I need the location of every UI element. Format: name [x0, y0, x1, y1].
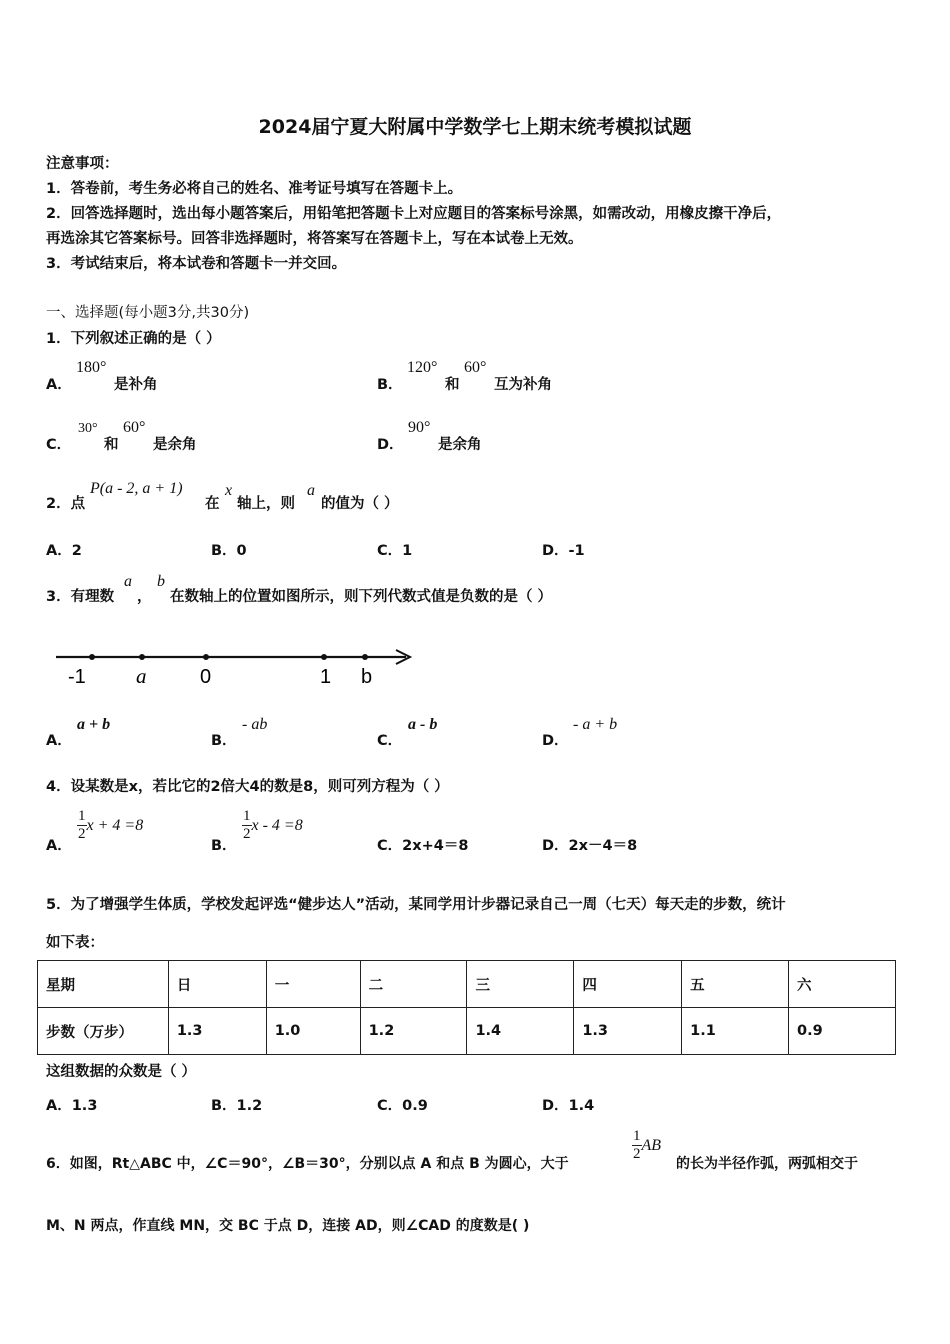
frac-num: 1 [633, 1128, 641, 1144]
table-cell: 六 [789, 961, 896, 1008]
table-cell: 一 [266, 961, 360, 1008]
q6-line1b: 的长为半径作弧，两弧相交于 [676, 1156, 858, 1172]
q1-option-c-angle2: 60° [123, 419, 146, 436]
q2-mid1: 在 [205, 496, 220, 512]
q6-line1a: 6．如图，Rt△ABC 中，∠C＝90°，∠B＝30°，分别以点 A 和点 B 为圆心，大于 [46, 1156, 569, 1172]
table-cell: 1.3 [574, 1008, 682, 1055]
q3-option-b-label: B． [211, 733, 237, 749]
q2-option-b: B．0 [211, 543, 247, 559]
point-a [139, 654, 145, 660]
q1-stem: 1．下列叙述正确的是（ ） [46, 331, 221, 347]
q5-option-c: C．0.9 [377, 1098, 428, 1114]
q2-prefix: 2．点 [46, 496, 86, 512]
q2-var: a [307, 482, 315, 499]
table-cell: 1.2 [360, 1008, 467, 1055]
q3-option-c-label: C． [377, 733, 403, 749]
table-header-row [38, 961, 896, 1008]
q2-option-d: D．-1 [542, 543, 585, 559]
q6-fraction-var: AB [641, 1137, 662, 1154]
q1-option-b-angle2: 60° [464, 359, 487, 376]
q3-option-a-expr: a + b [77, 716, 111, 733]
q3-post: 在数轴上的位置如图所示，则下列代数式值是负数的是（ ） [170, 589, 553, 605]
q1-option-a-label: A． [46, 377, 72, 393]
q4-option-c: C．2x+4＝8 [377, 838, 469, 854]
page-title: 2024届宁夏大附属中学数学七上期末统考模拟试题 [258, 116, 692, 138]
q6-line2: M、N 两点，作直线 MN，交 BC 于点 D，连接 AD，则∠CAD 的度数是( ) [46, 1218, 530, 1234]
note-3: 3．考试结束后，将本试卷和答题卡一并交回。 [46, 256, 347, 272]
note-1: 1．答卷前，考生务必将自己的姓名、准考证号填写在答题卡上。 [46, 181, 463, 197]
q5-option-d: D．1.4 [542, 1098, 595, 1114]
q1-option-a-text: 是补角 [114, 377, 158, 393]
frac-num: 1 [243, 808, 251, 824]
q2-post: 的值为（ ） [321, 496, 399, 512]
q6-fraction-expr [632, 1128, 661, 1163]
tick-zero [203, 654, 209, 660]
q4-stem: 4．设某数是x，若比它的2倍大4的数是8，则可列方程为（ ） [46, 779, 449, 795]
label-a: a [136, 664, 147, 688]
q3-option-d-expr: - a + b [573, 716, 618, 733]
frac-den: 2 [78, 826, 86, 842]
table-cell: 0.9 [789, 1008, 896, 1055]
q4-option-b-rest: x - 4 =8 [251, 817, 303, 834]
tick-one [321, 654, 327, 660]
q4-option-a-expr [77, 808, 143, 843]
q4-option-d: D．2x－4＝8 [542, 838, 638, 854]
q1-option-c-and: 和 [104, 437, 119, 453]
q3-var-b: b [157, 573, 165, 590]
tick-minus-one [89, 654, 95, 660]
q2-option-a: A．2 [46, 543, 82, 559]
q3-comma: ， [137, 589, 152, 605]
frac-den: 2 [243, 826, 251, 842]
note-2-line1: 2．回答选择题时，选出每小题答案后，用铅笔把答题卡上对应题目的答案标号涂黑，如需改动，用橡皮擦干净后， [46, 206, 782, 222]
table-cell: 星期 [38, 961, 169, 1008]
q6-fraction [632, 1128, 642, 1163]
label-one: 1 [320, 666, 332, 688]
q4-option-b-expr [242, 808, 303, 843]
section-heading: 一、选择题(每小题3分,共30分) [46, 305, 250, 321]
table-cell: 步数（万步） [38, 1008, 169, 1055]
frac-num: 1 [78, 808, 86, 824]
q1-option-a-angle: 180° [76, 359, 107, 376]
q1-option-b-angle1: 120° [407, 359, 438, 376]
steps-table [37, 960, 896, 1055]
q1-option-d-text: 是余角 [438, 437, 482, 453]
q5-option-a: A．1.3 [46, 1098, 98, 1114]
table-cell: 1.4 [467, 1008, 574, 1055]
q4-option-a-label: A． [46, 838, 72, 854]
q3-option-a-label: A． [46, 733, 72, 749]
notes-heading: 注意事项： [46, 156, 119, 172]
q2-option-c: C．1 [377, 543, 413, 559]
q1-option-d-label: D． [377, 437, 404, 453]
table-cell: 三 [467, 961, 574, 1008]
q2-axis-var: x [225, 482, 233, 499]
q2-point: P(a - 2, a + 1) [90, 480, 183, 497]
number-line [50, 640, 420, 690]
q1-option-d-angle: 90° [408, 419, 431, 436]
q5-question: 这组数据的众数是（ ） [46, 1064, 197, 1080]
q4-option-b-fraction [242, 808, 252, 843]
q1-option-b-text: 互为补角 [494, 377, 552, 393]
q2-mid2: 轴上，则 [237, 496, 295, 512]
q4-option-a-fraction [77, 808, 87, 843]
q3-prefix: 3．有理数 [46, 589, 115, 605]
label-b: b [361, 666, 373, 688]
q3-var-a: a [124, 573, 132, 590]
table-cell: 1.1 [682, 1008, 789, 1055]
q5-option-b: B．1.2 [211, 1098, 263, 1114]
q5-stem-line1: 5．为了增强学生体质，学校发起评选“健步达人”活动，某同学用计步器记录自己一周（七天）每天走的步数，统计 [46, 897, 786, 913]
q5-stem-line2: 如下表： [46, 935, 104, 951]
q4-option-a-rest: x + 4 =8 [86, 817, 144, 834]
q4-option-b-label: B． [211, 838, 237, 854]
table-cell: 二 [360, 961, 467, 1008]
table-cell: 1.0 [266, 1008, 360, 1055]
table-cell: 日 [168, 961, 266, 1008]
q1-option-c-angle1: 30° [78, 421, 98, 436]
q1-option-c-text: 是余角 [153, 437, 197, 453]
frac-den: 2 [633, 1146, 641, 1162]
table-cell: 五 [682, 961, 789, 1008]
table-row [38, 1008, 896, 1055]
q1-option-c-label: C． [46, 437, 72, 453]
label-zero: 0 [200, 666, 212, 688]
q3-option-b-expr: - ab [242, 716, 268, 733]
q1-option-b-and: 和 [445, 377, 460, 393]
table-cell: 1.3 [168, 1008, 266, 1055]
note-2-line2: 再选涂其它答案标号。回答非选择题时，将答案写在答题卡上，写在本试卷上无效。 [46, 231, 583, 247]
label-minus-one: -1 [68, 666, 86, 688]
q1-option-b-label: B． [377, 377, 403, 393]
q3-option-c-expr: a - b [408, 716, 438, 733]
q3-option-d-label: D． [542, 733, 569, 749]
table-cell: 四 [574, 961, 682, 1008]
point-b [362, 654, 368, 660]
